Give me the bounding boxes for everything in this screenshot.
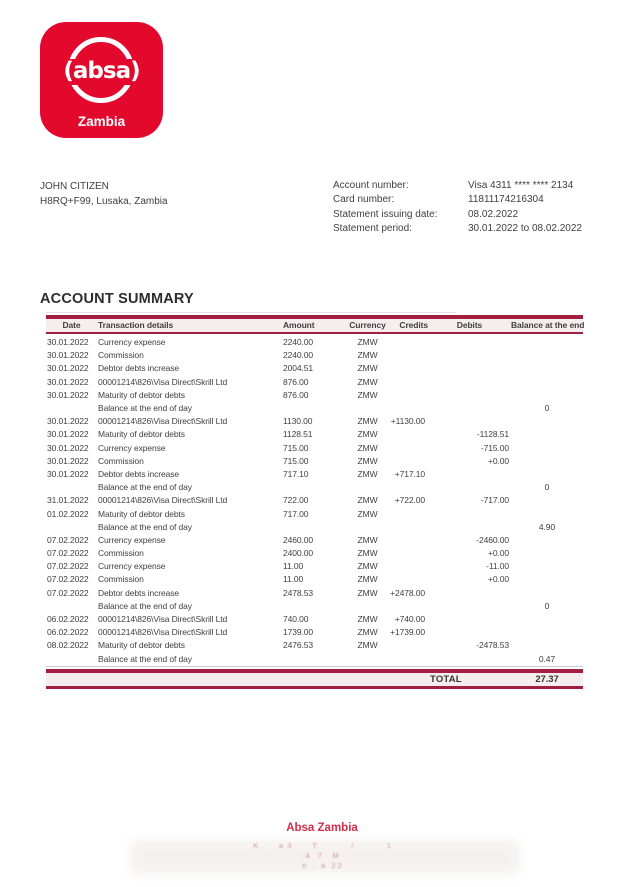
cell-details: Maturity of debtor debts	[98, 508, 185, 519]
cell-amount: 715.00	[283, 455, 309, 466]
cell-date: 07.02.2022	[47, 561, 89, 572]
table-row	[46, 362, 583, 375]
meta-label: Account number:	[333, 180, 409, 191]
cell-currency: ZMW	[357, 640, 378, 651]
cell-details: 00001214\826\Visa Direct\Skrill Ltd	[98, 416, 228, 427]
cell-details: Commission	[98, 548, 144, 559]
meta-row-statement-period	[333, 222, 582, 236]
cell-currency: ZMW	[357, 534, 378, 545]
cell-date: 30.01.2022	[47, 429, 89, 440]
table-row	[46, 428, 583, 441]
cell-date: 06.02.2022	[47, 614, 89, 625]
logo-brand-text: (absa)	[63, 58, 140, 84]
footer-faint-line: K a 3 T: / 1	[253, 841, 391, 850]
cell-amount: 1130.00	[283, 416, 313, 427]
cell-debits: +0.00	[487, 455, 509, 466]
column-header-date: Date	[62, 320, 81, 330]
table-row	[46, 520, 583, 533]
card-number-value: 11811174216304	[468, 194, 544, 206]
table-row	[46, 626, 583, 639]
cell-date: 30.01.2022	[47, 389, 89, 400]
table-row	[46, 401, 583, 414]
table-row	[46, 652, 583, 665]
cell-details: Maturity of debtor debts	[98, 640, 185, 651]
table-row	[46, 441, 583, 454]
cell-amount: 876.00	[283, 389, 309, 400]
cell-debits: -717.00	[480, 495, 509, 506]
cell-date: 07.02.2022	[47, 574, 89, 585]
total-value: 27.37	[535, 673, 559, 685]
cell-date: 07.02.2022	[47, 548, 89, 559]
customer-block	[40, 180, 168, 209]
meta-row-issuing-date	[333, 208, 582, 222]
cell-date: 30.01.2022	[47, 455, 89, 466]
cell-date: 01.02.2022	[47, 508, 89, 519]
cell-amount: 1739.00	[283, 627, 314, 638]
cell-currency: ZMW	[357, 350, 378, 361]
cell-details: Currency expense	[98, 561, 166, 572]
footer-faint-line: n . a 2 2	[302, 861, 342, 870]
table-row	[46, 375, 583, 388]
cell-date: 30.01.2022	[47, 442, 89, 453]
cell-currency: ZMW	[357, 442, 378, 453]
cell-amount: 740.00	[283, 614, 309, 625]
cell-amount: 2240.00	[283, 350, 314, 361]
cell-date: 07.02.2022	[47, 587, 89, 598]
cell-credits: +717.10	[394, 468, 425, 479]
cell-details: Balance at the end of day	[98, 600, 192, 611]
cell-debits: +0.00	[487, 548, 509, 559]
cell-date: 31.01.2022	[47, 495, 89, 506]
cell-credits: +1739.00	[390, 627, 425, 638]
cell-credits: +1130.00	[390, 416, 425, 427]
total-row	[46, 673, 583, 686]
cell-amount: 11.00	[283, 561, 304, 572]
cell-amount: 2400.00	[283, 548, 314, 559]
cell-balance: 0.47	[538, 653, 556, 664]
statement-period-value: 30.01.2022 to 08.02.2022	[468, 222, 582, 234]
table-row	[46, 481, 583, 494]
cell-currency: ZMW	[357, 587, 378, 598]
cell-debits: -715.00	[480, 442, 509, 453]
column-header-details: Transaction details	[98, 320, 174, 330]
cell-details: Maturity of debtor debts	[98, 389, 185, 400]
cell-currency: ZMW	[357, 376, 378, 387]
table-row	[46, 560, 583, 573]
column-header-credits: Credits	[399, 320, 428, 330]
cell-amount: 876.00	[283, 376, 309, 387]
cell-amount: 717.00	[283, 508, 309, 519]
cell-currency: ZMW	[357, 468, 378, 479]
table-header-row	[46, 319, 583, 334]
cell-currency: ZMW	[357, 627, 378, 638]
issuing-date-value: 08.02.2022	[468, 208, 519, 220]
absa-logo	[40, 22, 163, 138]
cell-currency: ZMW	[357, 548, 378, 559]
table-row	[46, 507, 583, 520]
cell-amount: 2478.53	[283, 587, 314, 598]
cell-date: 06.02.2022	[47, 627, 89, 638]
cell-balance: 0	[544, 403, 550, 414]
table-row	[46, 599, 583, 612]
table-row	[46, 349, 583, 362]
account-summary-table	[46, 312, 583, 689]
cell-date: 07.02.2022	[47, 534, 89, 545]
logo-region-text: Zambia	[77, 114, 126, 129]
cell-details: Debtor debts increase	[98, 587, 180, 598]
cell-currency: ZMW	[357, 561, 378, 572]
cell-debits: -1128.51	[476, 429, 509, 440]
meta-label: Card number:	[333, 194, 395, 206]
table-row	[46, 494, 583, 507]
table-row	[46, 388, 583, 401]
table-row	[46, 573, 583, 586]
cell-details: 00001214\826\Visa Direct\Skrill Ltd	[98, 627, 228, 638]
column-header-balance: Balance at the end	[511, 320, 585, 330]
cell-date: 30.01.2022	[47, 376, 89, 387]
cell-balance: 0	[544, 600, 550, 611]
cell-currency: ZMW	[357, 455, 378, 466]
cell-date: 30.01.2022	[47, 363, 89, 374]
table-row	[46, 639, 583, 652]
cell-credits: +740.00	[394, 614, 425, 625]
cell-details: Balance at the end of day	[98, 653, 192, 664]
table-row	[46, 467, 583, 480]
meta-row-account-number	[333, 179, 582, 193]
cell-amount: 722.00	[283, 495, 309, 506]
cell-details: Currency expense	[98, 337, 166, 348]
cell-balance: 4.90	[538, 521, 556, 532]
column-header-currency: Currency	[349, 320, 386, 330]
cell-details: Currency expense	[98, 442, 166, 453]
cell-details: Commission	[98, 455, 144, 466]
cell-currency: ZMW	[357, 508, 378, 519]
cell-details: Commission	[98, 574, 144, 585]
cell-debits: -2478.53	[476, 640, 509, 651]
customer-name: JOHN CITIZEN	[40, 181, 109, 192]
cell-date: 30.01.2022	[47, 350, 89, 361]
table-bottom-rule	[46, 686, 583, 690]
cell-currency: ZMW	[357, 337, 378, 348]
table-row	[46, 415, 583, 428]
cell-credits: +722.00	[394, 495, 425, 506]
divider	[46, 312, 456, 313]
cell-debits: +0.00	[487, 574, 509, 585]
table-row	[46, 533, 583, 546]
cell-date: 30.01.2022	[47, 468, 89, 479]
cell-currency: ZMW	[357, 614, 378, 625]
cell-balance: 0	[544, 482, 550, 493]
cell-amount: 2460.00	[283, 534, 314, 545]
cell-details: Debtor debts increase	[98, 363, 180, 374]
cell-details: Balance at the end of day	[98, 521, 192, 532]
table-row	[46, 547, 583, 560]
cell-amount: 2476.53	[283, 640, 314, 651]
statement-meta	[333, 179, 582, 236]
cell-date: 08.02.2022	[47, 640, 89, 651]
cell-amount: 1128.51	[283, 429, 313, 440]
meta-row-card-number	[333, 193, 582, 207]
cell-details: Balance at the end of day	[98, 482, 192, 493]
column-header-amount: Amount	[283, 320, 315, 330]
cell-details: Debtor debts increase	[98, 468, 180, 479]
cell-amount: 11.00	[283, 574, 304, 585]
cell-amount: 717.10	[283, 468, 309, 479]
meta-label: Statement issuing date:	[333, 208, 438, 220]
section-title: ACCOUNT SUMMARY	[40, 291, 194, 307]
cell-details: 00001214\826\Visa Direct\Skrill Ltd	[98, 376, 228, 387]
table-row	[46, 612, 583, 625]
column-header-debits: Debits	[456, 320, 483, 330]
cell-debits: -2460.00	[476, 534, 509, 545]
cell-debits: -11.00	[486, 561, 509, 572]
cell-details: 00001214\826\Visa Direct\Skrill Ltd	[98, 495, 228, 506]
table-row	[46, 586, 583, 599]
footer-faint-line: 4 7 M	[305, 851, 339, 860]
divider	[46, 666, 583, 667]
table-row	[46, 454, 583, 467]
meta-label: Statement period:	[333, 222, 412, 234]
table-row	[46, 336, 583, 349]
cell-credits: +2478.00	[390, 587, 425, 598]
cell-details: Commission	[98, 350, 144, 361]
total-label: TOTAL	[430, 673, 462, 685]
cell-details: Balance at the end of day	[98, 403, 192, 414]
cell-amount: 2240.00	[283, 337, 314, 348]
cell-currency: ZMW	[357, 429, 378, 440]
customer-address: H8RQ+F99, Lusaka, Zambia	[40, 195, 168, 207]
table-body	[46, 334, 583, 666]
cell-amount: 2004.51	[283, 363, 314, 374]
cell-details: Maturity of debtor debts	[98, 429, 185, 440]
cell-date: 30.01.2022	[47, 416, 89, 427]
cell-amount: 715.00	[283, 442, 309, 453]
cell-details: 00001214\826\Visa Direct\Skrill Ltd	[98, 614, 228, 625]
cell-currency: ZMW	[357, 389, 378, 400]
cell-currency: ZMW	[357, 416, 378, 427]
cell-currency: ZMW	[357, 363, 378, 374]
cell-currency: ZMW	[357, 574, 378, 585]
cell-currency: ZMW	[357, 495, 378, 506]
cell-date: 30.01.2022	[47, 337, 89, 348]
cell-details: Currency expense	[98, 534, 166, 545]
account-number-value: Visa 4311 **** **** 2134	[468, 180, 574, 191]
footer-title: Absa Zambia	[286, 822, 358, 834]
